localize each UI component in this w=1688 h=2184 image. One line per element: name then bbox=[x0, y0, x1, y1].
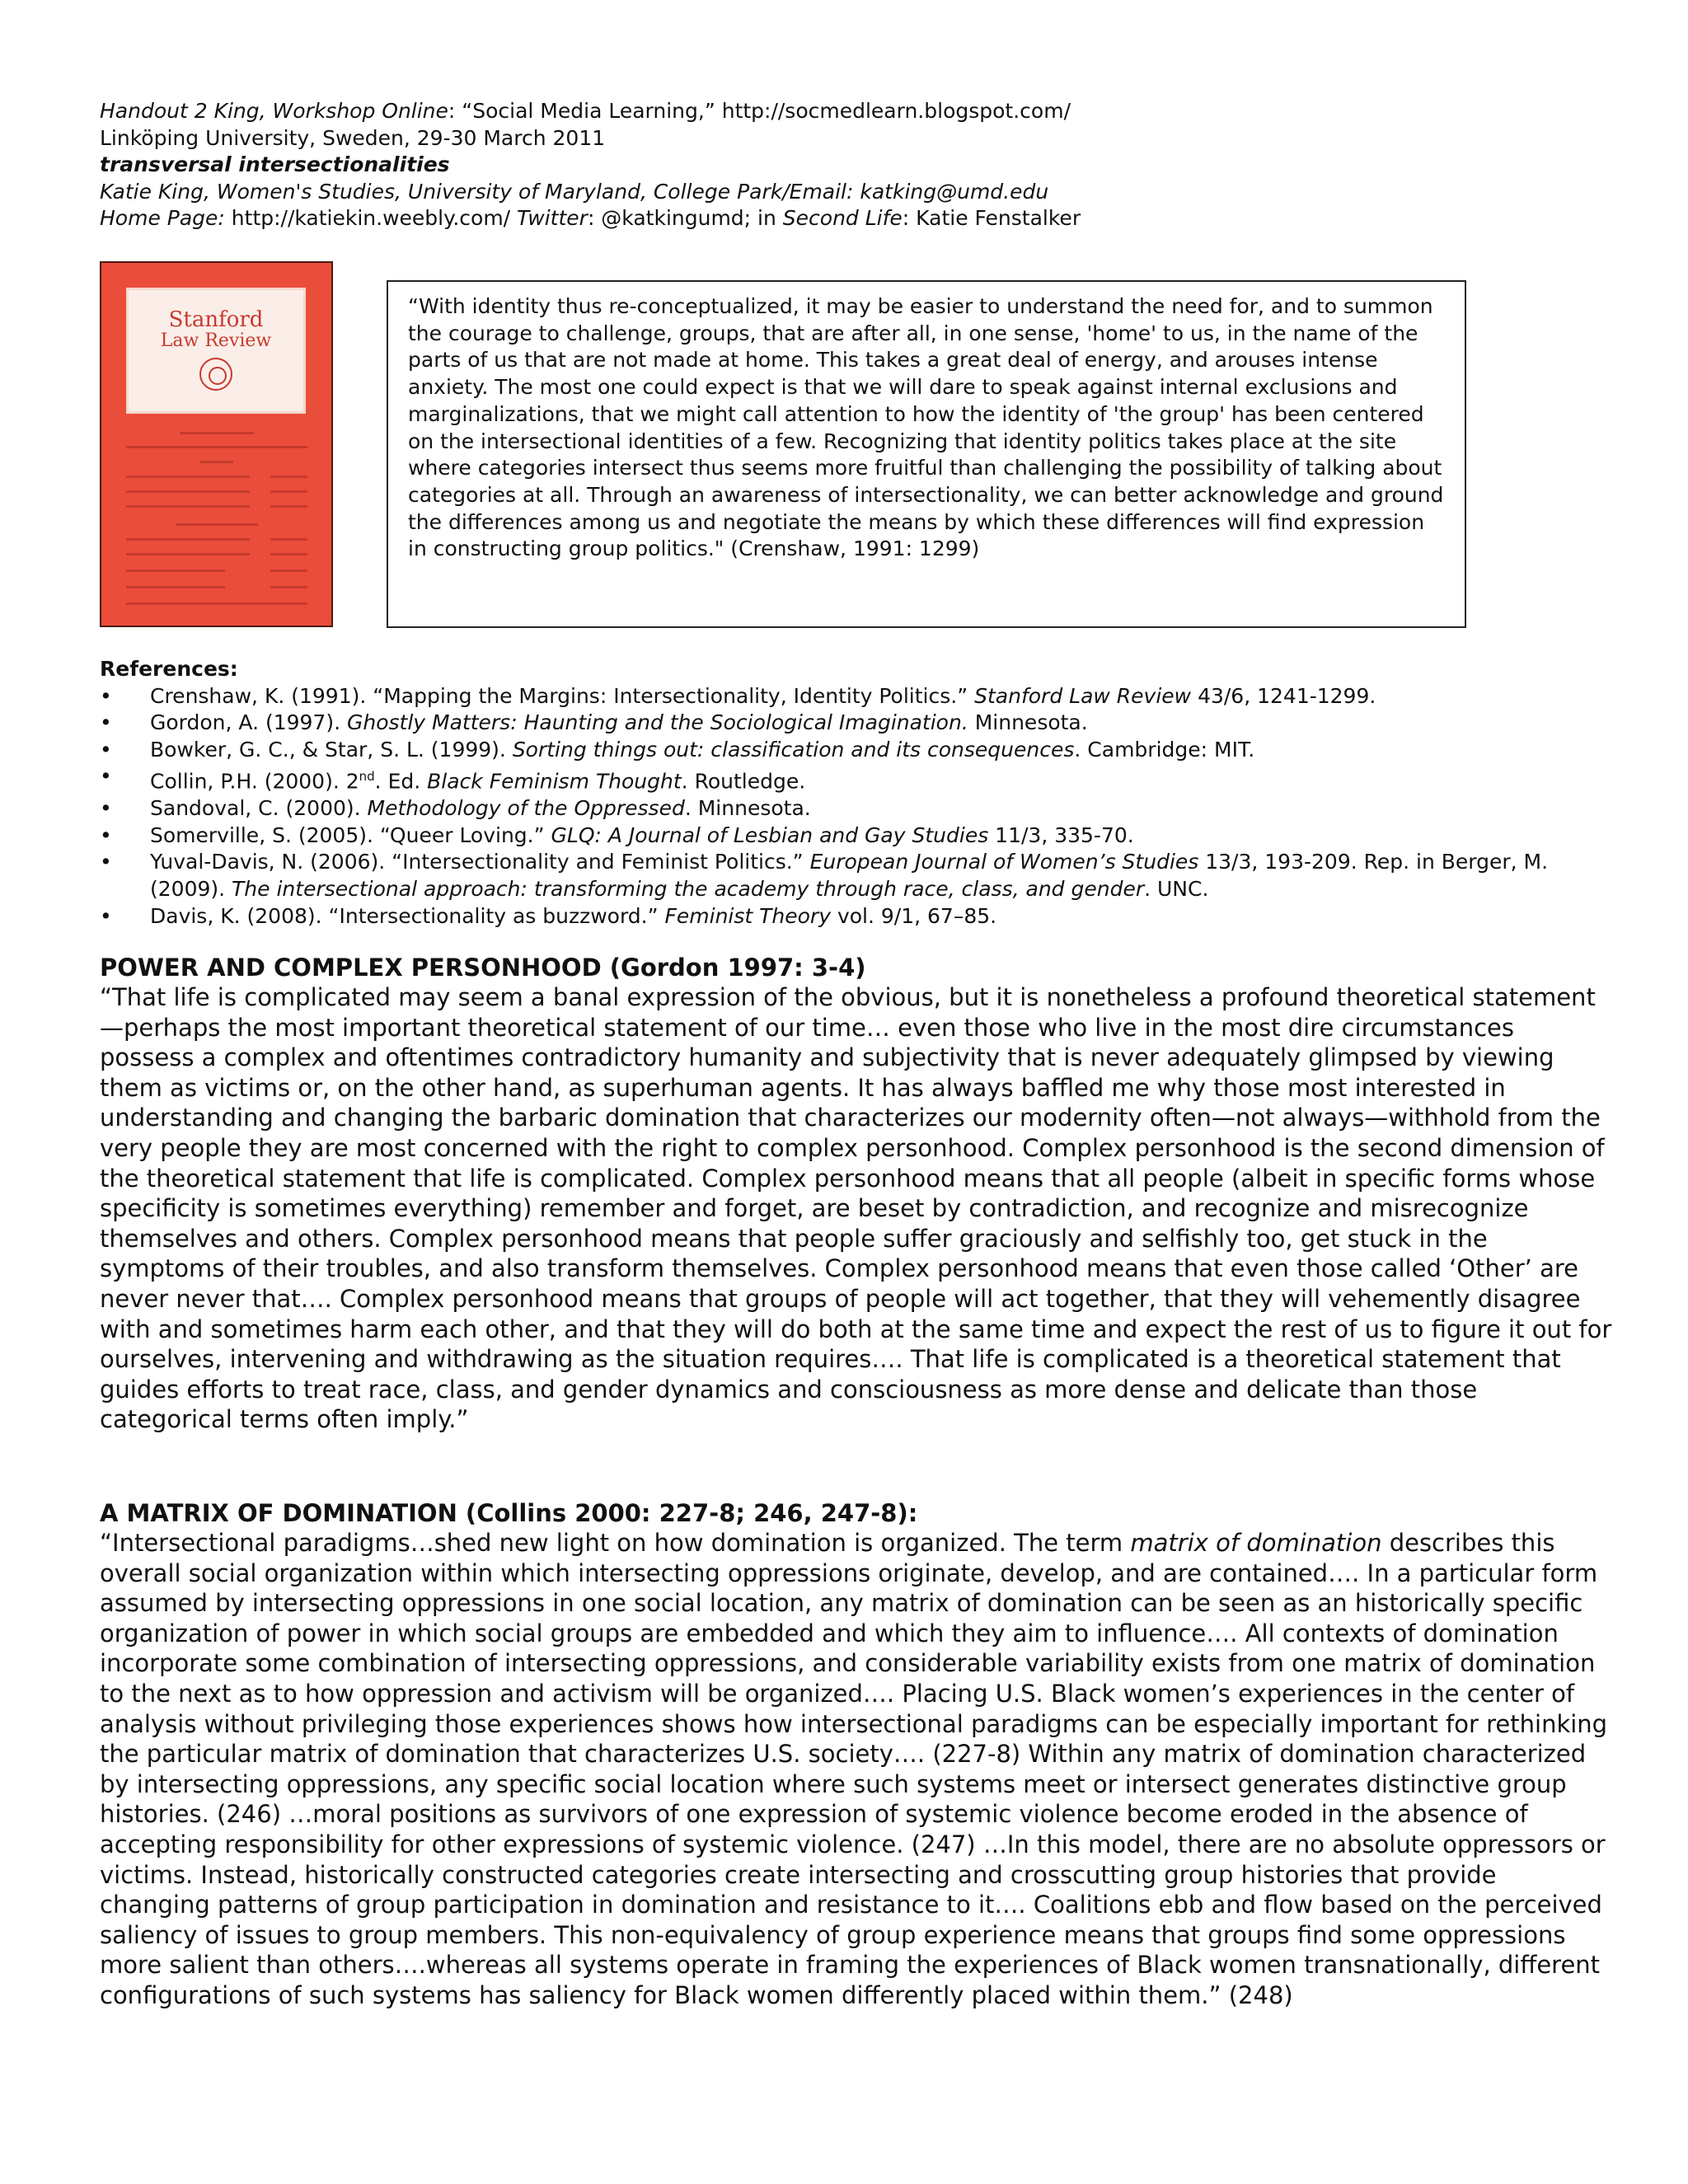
homepage-label: Home Page: bbox=[100, 206, 225, 230]
cover-text-line bbox=[126, 446, 307, 448]
cover-text-line bbox=[270, 569, 307, 572]
section-body: “Intersectional paradigms…shed new light on how domination is organized. The term matrix of domination describes this overall social organization within which intersecting oppressions originate, develop, and are contained…. In a particular form assumed by intersecting oppressions in one social location, any matrix of domination can be seen as an historically specific organization of power in which social groups are embedded and which they aim to influence…. All contexts of domination incorporate some combination of intersecting oppressions, and considerable variability exists from one matrix of domination to the next as to how oppression and activism will be organized…. Placing U.S. Black women’s experiences in the center of analysis without privileging those experiences shows how intersectional paradigms can be especially important for rethinking the particular matrix of domination that characterizes U.S. society…. (227-8) Within any matrix of domination characterized by intersecting oppressions, any specific social location where such systems meet or intersect generates distinctive group histories. (246) …moral positions as survivors of one expression of systemic violence become eroded in the absence of accepting responsibility for other expressions of systemic violence. (247) …In this model, there are no absolute oppressors or victims. Instead, historically constructed categories create intersecting and crosscutting group histories that provide changing patterns of group participation in domination and resistance to it…. Coalitions ebb and flow based on the perceived saliency of issues to group members. This non-equivalency of group experience means that groups find some oppressions more salient than others….whereas all systems operate in framing the experiences of Black women transnationally, different configurations of such systems has saliency for Black women differently placed within them.” (248) bbox=[100, 1529, 1608, 2009]
crenshaw-quote-box bbox=[387, 280, 1466, 628]
reference-item: • Bowker, G. C., & Star, S. L. (1999). Sorting things out: classification and its consequences. Cambridge: MIT. bbox=[100, 737, 1583, 764]
section-title: A MATRIX OF DOMINATION (Collins 2000: 227-8; 246, 247-8): bbox=[100, 1499, 918, 1527]
reference-item: • Yuval-Davis, N. (2006). “Intersectionality and Feminist Politics.” European Journal of Women’s Studies 13/3, 193-209. Rep. in Berger, M. (2009). The intersectional approach: transforming the academy through race, class, and gender. UNC. bbox=[100, 849, 1583, 902]
cover-text-line bbox=[126, 602, 307, 605]
second-life-value: : Katie Fenstalker bbox=[902, 206, 1081, 230]
references-list bbox=[100, 683, 1583, 930]
cover-text-line bbox=[126, 569, 225, 572]
reference-item: • Crenshaw, K. (1991). “Mapping the Margins: Intersectionality, Identity Politics.” Stanford Law Review 43/6, 1241-1299. bbox=[100, 683, 1583, 710]
cover-text-line bbox=[126, 586, 225, 588]
references-heading: References: bbox=[100, 657, 238, 681]
second-life-label: Second Life bbox=[782, 206, 903, 230]
section-matrix-of-domination bbox=[100, 1498, 1612, 2011]
references-section bbox=[100, 656, 1583, 930]
reference-item: • Collin, P.H. (2000). 2nd. Ed. Black Feminism Thought. Routledge. bbox=[100, 763, 1583, 795]
cover-text-line bbox=[270, 505, 307, 508]
cover-text-line bbox=[126, 476, 250, 478]
handout-label: Handout 2 King, Workshop Online bbox=[100, 99, 448, 123]
cover-text-line bbox=[126, 538, 250, 541]
cover-text-line bbox=[270, 490, 307, 493]
header-line-1 bbox=[100, 98, 1567, 125]
cover-text-line bbox=[270, 553, 307, 555]
reference-item: • Davis, K. (2008). “Intersectionality as buzzword.” Feminist Theory vol. 9/1, 67–85. bbox=[100, 903, 1583, 930]
header-line-5 bbox=[100, 205, 1567, 232]
crenshaw-quote-text: “With identity thus re-conceptualized, it may be easier to understand the need for, and to summon the courage to challenge, groups, that are after all, in one sense, 'home' to us, in the name of the parts of us that are not made at home. This takes a great deal of energy, and arouses intense anxiety. The most one could expect is that we will dare to speak against internal exclusions and marginalizations, that we might call attention to how the identity of 'the group' has been centered on the intersectional identities of a few. Recognizing that identity politics takes place at the site where categories intersect thus seems more fruitful than challenging the possibility of talking about categories at all. Through an awareness of intersectionality, we can better acknowledge and ground the differences among us and negotiate the means by which these differences will find expression in constructing group politics." (Crenshaw, 1991: 1299) bbox=[408, 294, 1444, 561]
handout-header bbox=[100, 98, 1567, 232]
reference-item: • Sandoval, C. (2000). Methodology of the Oppressed. Minnesota. bbox=[100, 795, 1583, 823]
twitter-value: : @katkingumd; in bbox=[587, 206, 783, 230]
header-line-2: Linköping University, Sweden, 29-30 March 2011 bbox=[100, 125, 606, 150]
journal-cover-image bbox=[100, 261, 333, 627]
cover-title-line-1: Stanford bbox=[168, 307, 264, 332]
reference-item: • Somerville, S. (2005). “Queer Loving.” GLQ: A Journal of Lesbian and Gay Studies 11/3, 335-70. bbox=[100, 823, 1583, 850]
handout-subtitle: transversal intersectionalities bbox=[100, 152, 450, 176]
reference-item: • Gordon, A. (1997). Ghostly Matters: Haunting and the Sociological Imagination. Minnesota. bbox=[100, 710, 1583, 737]
cover-text-line bbox=[126, 490, 250, 493]
section-title: POWER AND COMPLEX PERSONHOOD (Gordon 1997: 3-4) bbox=[100, 954, 866, 982]
cover-seal-icon bbox=[199, 358, 232, 391]
twitter-label: Twitter bbox=[517, 206, 588, 230]
cover-title-panel bbox=[126, 288, 306, 414]
cover-text-line bbox=[126, 505, 250, 508]
cover-text-line bbox=[270, 476, 307, 478]
cover-text-line bbox=[176, 523, 258, 526]
workshop-title: : “Social Media Learning,” http://socmedlearn.blogspot.com/ bbox=[448, 99, 1071, 123]
cover-text-line bbox=[270, 538, 307, 541]
homepage-url: http://katiekin.weebly.com/ bbox=[224, 206, 518, 230]
section-complex-personhood bbox=[100, 953, 1612, 1435]
cover-text-line bbox=[200, 461, 233, 463]
author-line: Katie King, Women's Studies, University of Maryland, College Park/Email: katking@umd.edu bbox=[100, 179, 1049, 204]
cover-text-line bbox=[126, 553, 250, 555]
section-body: “That life is complicated may seem a banal expression of the obvious, but it is nonetheless a profound theoretical statement—perhaps the most important theoretical statement of our time… even those who live in the most dire circumstances possess a complex and oftentimes contradictory humanity and subjectivity that is never adequately glimpsed by viewing them as victims or, on the other hand, as superhuman agents. It has always baffled me why those most interested in understanding and changing the barbaric domination that characterizes our modernity often—not always—withhold from the very people they are most concerned with the right to complex personhood. Complex personhood is the second dimension of the theoretical statement that life is complicated. Complex personhood means that all people (albeit in specific forms whose specificity is sometimes everything) remember and forget, are beset by contradiction, and recognize and misrecognize themselves and others. Complex personhood means that people suffer graciously and selfishly too, get stuck in the symptoms of their troubles, and also transform themselves. Complex personhood means that even those called ‘Other’ are never never that…. Complex personhood means that groups of people will act together, that they will vehemently disagree with and sometimes harm each other, and that they will do both at the same time and expect the rest of us to figure it out for ourselves, intervening and withdrawing as the situation requires…. That life is complicated is a theoretical statement that guides efforts to treat race, class, and gender dynamics and consciousness as more dense and delicate than those categorical terms often imply.” bbox=[100, 983, 1612, 1434]
cover-text-line bbox=[180, 432, 254, 434]
cover-text-line bbox=[270, 586, 307, 588]
cover-title-line-2: Law Review bbox=[160, 330, 272, 351]
